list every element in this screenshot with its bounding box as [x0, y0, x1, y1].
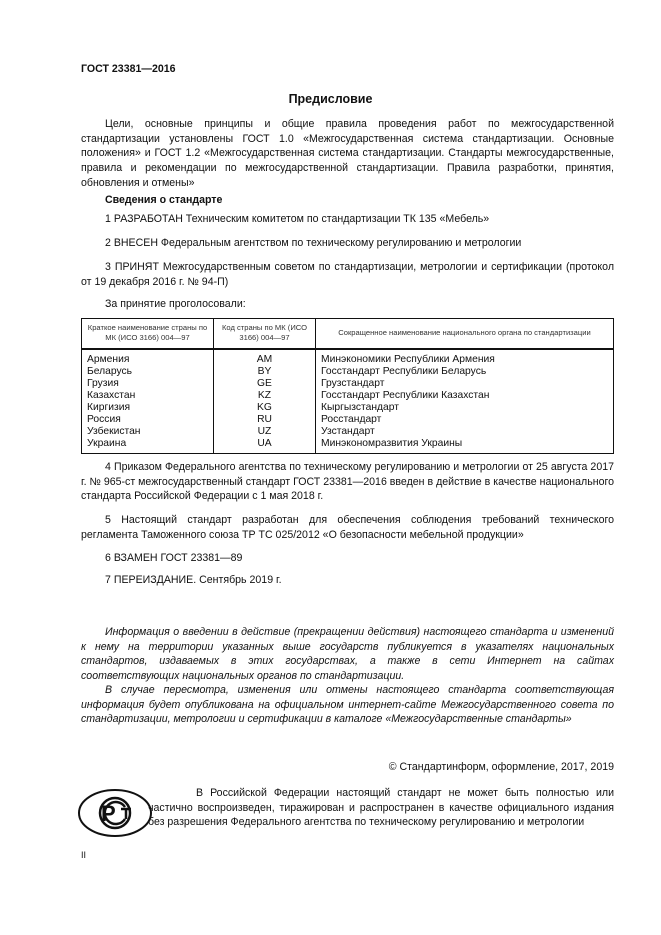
info-paragraph-2: В случае пересмотра, изменения или отмены настоящего стандарта соответствующая информация будет опубликована на официальном интернет-сайте Межгосударственного совета по стандартизации, метрологии и сертификации в каталоге «Межгосударственные стандарты»: [81, 684, 614, 725]
table-row: [82, 378, 614, 390]
cell-body: Госстандарт Республики Казахстан: [316, 390, 614, 402]
item-1: 1 РАЗРАБОТАН Техническим комитетом по стандартизации ТК 135 «Мебель»: [105, 213, 490, 225]
cell-country: Армения: [82, 349, 214, 366]
cell-country: Беларусь: [82, 366, 214, 378]
item-7: 7 ПЕРЕИЗДАНИЕ. Сентябрь 2019 г.: [105, 574, 282, 586]
cell-body: Минэкономики Республики Армения: [316, 349, 614, 366]
document-header: ГОСТ 23381—2016: [81, 63, 176, 75]
cell-code: UZ: [214, 426, 316, 438]
cell-country: Россия: [82, 414, 214, 426]
cell-code: BY: [214, 366, 316, 378]
cell-body: Грузстандарт: [316, 378, 614, 390]
intro-paragraph: Цели, основные принципы и общие правила проведения работ по межгосударственной стандартизации установлены ГОСТ 1.0 «Межгосударственная система стандартизации. Основные положения» и ГОСТ 1.2 «Межгосударственная система стандартизации. Стандарты межгосударственные, правила и рекомендации по межгосударственной стандартизации. Правила разработки, принятия, обновления и отмены»: [81, 118, 614, 189]
table-row: [82, 426, 614, 438]
table-row: [82, 390, 614, 402]
cell-code: KZ: [214, 390, 316, 402]
cell-body: Кыргызстандарт: [316, 402, 614, 414]
item-2: 2 ВНЕСЕН Федеральным агентством по техническому регулированию и метрологии: [105, 237, 522, 249]
cell-country: Узбекистан: [82, 426, 214, 438]
cell-body: Госстандарт Республики Беларусь: [316, 366, 614, 378]
cell-country: Казахстан: [82, 390, 214, 402]
section-title: Сведения о стандарте: [105, 194, 223, 206]
table-row: [82, 402, 614, 414]
table-row: [82, 438, 614, 454]
cell-country: Киргизия: [82, 402, 214, 414]
item-5: 5 Настоящий стандарт разработан для обеспечения соблюдения требований технического регламента Таможенного союза ТР ТС 025/2012 «О безопасности мебельной продукции»: [81, 514, 614, 541]
cell-body: Росстандарт: [316, 414, 614, 426]
page-number: II: [81, 850, 87, 860]
header-body: Сокращенное наименование национального органа по стандартизации: [316, 319, 614, 350]
table-row: [82, 366, 614, 378]
table-header-row: [82, 319, 614, 350]
table-row: [82, 414, 614, 426]
header-code: Код страны по МК (ИСО 3166) 004—97: [214, 319, 316, 350]
copyright-notice: В Российской Федерации настоящий стандарт не может быть полностью или частично воспроизведен, тиражирован и распространен в качестве официального издания без разрешения Федерального агентства по техническому регулированию и метрологии: [148, 787, 614, 829]
page-title: Предисловие: [288, 92, 373, 106]
cell-country: Украина: [82, 438, 214, 454]
item-3: 3 ПРИНЯТ Межгосударственным советом по стандартизации, метрологии и сертификации (протокол от 19 декабря 2016 г. № 94-П): [81, 261, 614, 288]
cell-code: RU: [214, 414, 316, 426]
cell-body: Узстандарт: [316, 426, 614, 438]
cell-country: Грузия: [82, 378, 214, 390]
gost-r-logo-icon: [77, 788, 153, 838]
voted-label: За принятие проголосовали:: [105, 298, 246, 310]
cell-code: GE: [214, 378, 316, 390]
voting-table: [81, 318, 614, 454]
cell-code: AM: [214, 349, 316, 366]
table-row: [82, 349, 614, 366]
svg-text:P: P: [101, 801, 116, 826]
item-6: 6 ВЗАМЕН ГОСТ 23381—89: [105, 552, 243, 564]
cell-code: KG: [214, 402, 316, 414]
info-paragraph-1: Информация о введении в действие (прекращении действия) настоящего стандарта и изменений к нему на территории указанных выше государств публикуется в указателях национальных стандартов, издаваемых в этих государствах, а также в сети Интернет на сайтах соответствующих национальных органов по стандартизации.: [81, 626, 614, 682]
header-country: Краткое наименование страны по МК (ИСО 3166) 004—97: [82, 319, 214, 350]
cell-code: UA: [214, 438, 316, 454]
copyright: © Стандартинформ, оформление, 2017, 2019: [388, 761, 614, 773]
cell-body: Минэкономразвития Украины: [316, 438, 614, 454]
item-4: 4 Приказом Федерального агентства по техническому регулированию и метрологии от 25 августа 2017 г. № 965-ст межгосударственный стандарт ГОСТ 23381—2016 введен в действие в качестве национального стандарта Российской Федерации с 1 мая 2018 г.: [81, 461, 614, 503]
